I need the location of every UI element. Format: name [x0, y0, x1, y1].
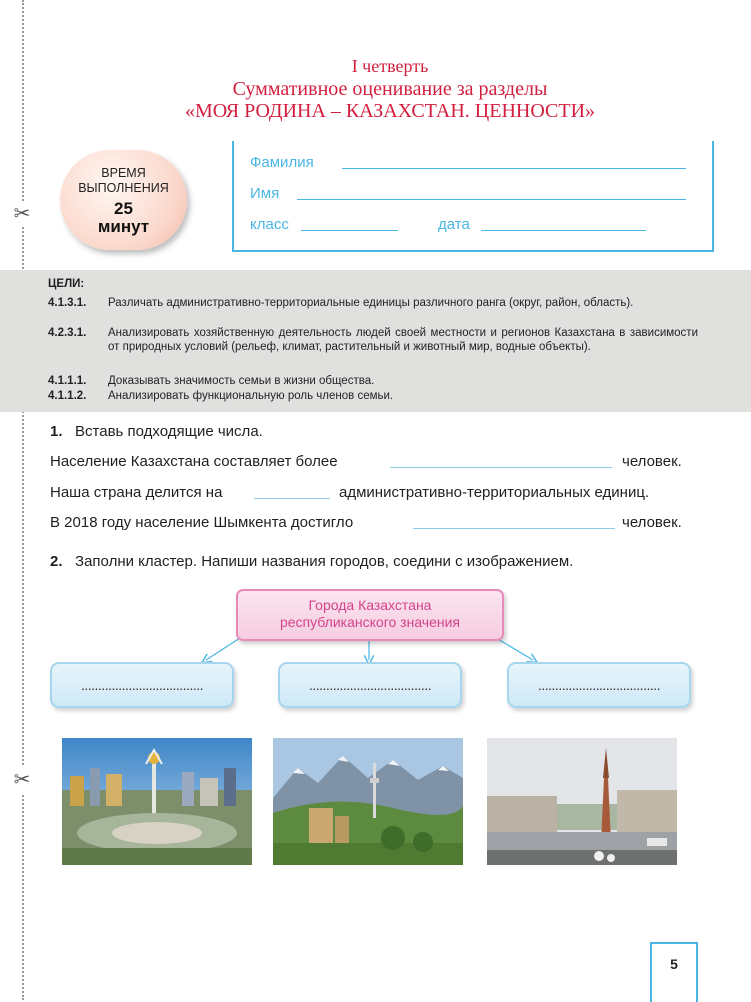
time-label-line1: ВРЕМЯ [101, 166, 146, 180]
task1-line3-text: В 2018 году население Шымкента достигло [50, 514, 354, 531]
sections-heading: «МОЯ РОДИНА – КАЗАХСТАН. ЦЕННОСТИ» [184, 100, 596, 122]
class-label: класс [250, 216, 289, 233]
task1-line3-end: человек. [622, 514, 682, 531]
goal-code: 4.1.3.1. [48, 297, 87, 309]
almaty-photo[interactable] [273, 738, 463, 865]
goal-text: Различать административно-территориальные единицы различного ранга (округ, район, область). [108, 297, 634, 309]
time-label-line2: ВЫПОЛНЕНИЯ [78, 181, 169, 195]
cluster-title-box [236, 589, 504, 641]
scissors-icon: ✂ [11, 767, 33, 793]
task1-number: 1. [50, 423, 63, 440]
page-number: 5 [650, 942, 698, 1002]
name-label: Имя [250, 185, 280, 202]
task2-instruction: Заполни кластер. Напиши названия городов, соедини с изображением. [75, 553, 574, 570]
arrow-right [496, 638, 533, 660]
goal-code: 4.1.1.2. [48, 390, 87, 402]
goals-title: ЦЕЛИ: [48, 278, 85, 290]
cluster-title-line2: республиканского значения [279, 614, 461, 630]
summative-heading: Суммативное оценивание за разделы [232, 78, 548, 100]
task1-line2-text: Наша страна делится на [50, 484, 223, 501]
time-minutes: 25 [114, 199, 133, 218]
astana-photo[interactable] [62, 738, 252, 865]
arrow-left [206, 638, 240, 660]
time-unit: минут [97, 217, 150, 236]
goal-text: Анализировать хозяйственную деятельность людей своей местности и регионов Казахстана в зависимости от природных условий (рельеф, климат, растительный и животный мир, водные объекты). [108, 327, 698, 353]
scissors-icon: ✂ [11, 201, 33, 227]
date-label: дата [438, 216, 470, 233]
city-answer-box[interactable]: .................................... [507, 662, 691, 708]
task2-number: 2. [50, 553, 63, 570]
city-answer-box[interactable]: .................................... [278, 662, 462, 708]
city-answer-box[interactable]: .................................... [50, 662, 234, 708]
goal-text: Доказывать значимость семьи в жизни общества. [108, 375, 375, 387]
goal-text: Анализировать функциональную роль членов семьи. [108, 390, 394, 402]
goal-code: 4.1.1.1. [48, 375, 87, 387]
surname-label: Фамилия [250, 154, 314, 171]
task1-instruction: Вставь подходящие числа. [75, 423, 263, 440]
shymkent-photo[interactable] [487, 738, 677, 865]
task1-line1-end: человек. [622, 453, 682, 470]
quarter-heading: I четверть [351, 56, 429, 76]
task1-line2-end: административно-территориальных единиц. [339, 484, 650, 501]
task1-line1-text: Население Казахстана составляет более [50, 453, 338, 470]
goal-code: 4.2.3.1. [48, 327, 87, 339]
cluster-title-line1: Города Казахстана [308, 597, 432, 613]
